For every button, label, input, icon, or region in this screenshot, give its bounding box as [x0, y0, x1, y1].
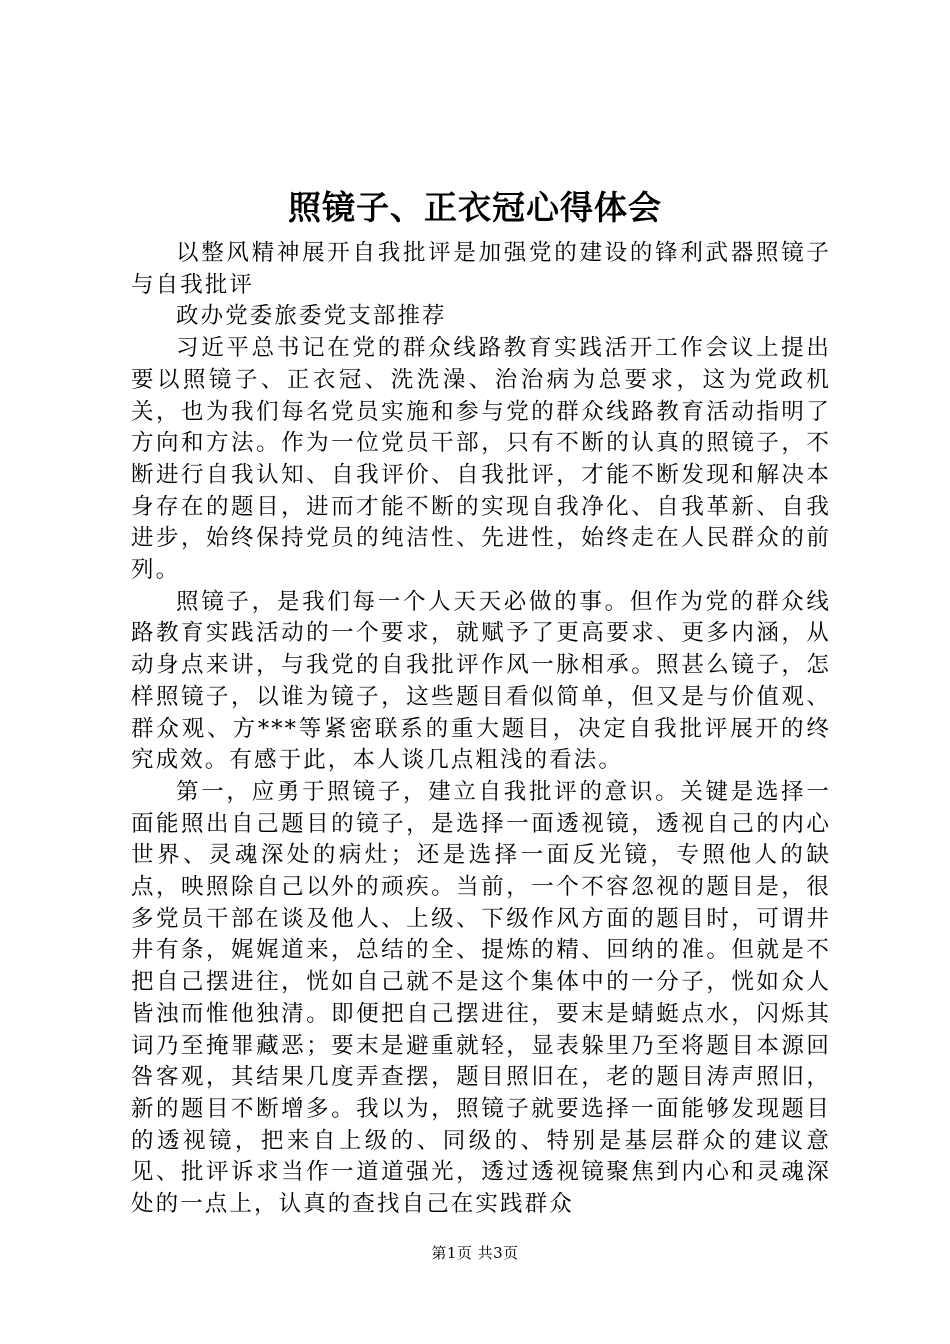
body-paragraph: 习近平总书记在党的群众线路教育实践活开工作会议上提出要以照镜子、正衣冠、洗洗澡、治治病为总要求，这为党政机关，也为我们每名党员实施和参与党的群众线路教育活动指明了方向和方法。作为一位党员干部，只有不断的认真的照镜子，不断进行自我认知、自我评价、自我批评，才能不断发现和解决本身存在的题目，进而才能不断的实现自我净化、自我革新、自我进步，始终保持党员的纯洁性、先进性，始终走在人民群众的前列。 — [131, 335, 831, 584]
document-body — [131, 238, 831, 1221]
body-paragraph: 第一，应勇于照镜子，建立自我批评的意识。关键是选择一面能照出自己题目的镜子，是选择一面透视镜，透视自己的内心世界、灵魂深处的病灶；还是选择一面反光镜，专照他人的缺点，映照除自己以外的顽疾。当前，一个不容忽视的题目是，很多党员干部在谈及他人、上级、下级作风方面的题目时，可谓井井有条，娓娓道来，总结的全、提炼的精、回纳的准。但就是不把自己摆进往，恍如自己就不是这个集体中的一分子，恍如众人皆浊而惟他独清。即便把自己摆进往，要末是蜻蜓点水，闪烁其词乃至掩罪藏恶；要末是避重就轻，显表躲里乃至将题目本源回咎客观，其结果几度弄查摆，题目照旧在，老的题目涛声照旧，新的题目不断增多。我以为，照镜子就要选择一面能够发现题目的透视镜，把来自上级的、同级的、特别是基层群众的建议意见、批评诉求当作一道道强光，透过透视镜聚焦到内心和灵魂深处的一点上，认真的查找自己在实践群众 — [131, 778, 831, 1218]
page-number-footer: 第1页 共3页 — [431, 1244, 519, 1262]
subtitle-paragraph: 以整风精神展开自我批评是加强党的建设的锋利武器照镜子与自我批评 — [131, 240, 831, 298]
author-line: 政办党委旅委党支部推荐 — [176, 303, 447, 330]
body-paragraph: 照镜子，是我们每一个人天天必做的事。但作为党的群众线路教育实践活动的一个要求，就赋予了更高要求、更多内涵，从动身点来讲，与我党的自我批评作风一脉相承。照甚么镜子，怎样照镜子，以谁为镜子，这些题目看似简单，但又是与价值观、群众观、方***等紧密联系的重大题目，决定自我批评展开的终究成效。有感于此，本人谈几点粗浅的看法。 — [131, 588, 831, 774]
document-title: 照镜子、正衣冠心得体会 — [288, 188, 662, 227]
